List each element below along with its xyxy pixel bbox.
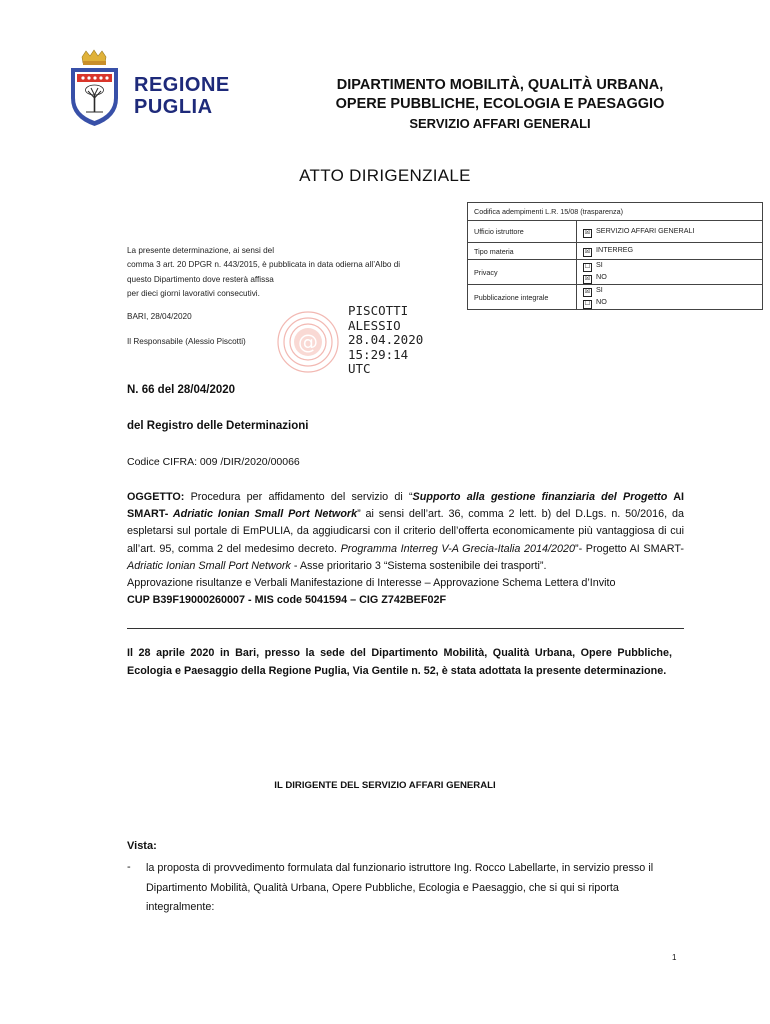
table-header: Codifica adempimenti L.R. 15/08 (trasparenza): [468, 203, 763, 221]
subject-text: Supporto alla gestione finanziaria del Progetto: [412, 491, 668, 503]
document-title: ATTO DIRIGENZIALE: [299, 166, 471, 185]
subject-approval: Approvazione risultanze e Verbali Manifestazione di Interesse – Approvazione Schema Lettera d’Invito: [127, 577, 616, 590]
signature-line: PISCOTTI: [348, 303, 409, 318]
subject-text: ”- Progetto AI SMART-: [575, 542, 684, 555]
publication-line: comma 3 art. 20 DPGR n. 443/2015, è pubblicata in data odierna all’Albo di: [127, 260, 401, 270]
checkbox-checked-icon: ☒: [584, 249, 591, 255]
checkbox-empty-icon: ☐: [584, 264, 591, 270]
subject-text: Procedura per affidamento del servizio di “: [184, 491, 413, 503]
option-label: NO: [596, 297, 607, 306]
svg-text:@: @: [298, 330, 318, 354]
subject-label: OGGETTO:: [127, 491, 185, 503]
checkbox-checked-icon: ☒: [584, 276, 591, 282]
logo-line-1: REGIONE: [134, 74, 230, 96]
publication-line: La presente determinazione, ai sensi del: [127, 246, 275, 255]
subject-text: AI SMART-: [127, 491, 685, 521]
list-bullet: -: [127, 861, 131, 873]
publication-line: questo Dipartimento dove resterà affissa: [127, 274, 274, 284]
service-name: SERVIZIO AFFARI GENERALI: [409, 116, 591, 131]
subject-text: ” ai sensi dell’art. 36, comma 2 lett. b) del D.Lgs. n. 50/2016, da espletarsi sul portale di EmPULIA, da aggiudicarsi con il criterio dell’offerta economicamente più vantaggiosa di cui all’art. 95, comma 2 del medesimo decreto.: [127, 508, 684, 555]
option-label: SERVIZIO AFFARI GENERALI: [596, 225, 695, 235]
cup-mis-cig-codes: CUP B39F19000260007 - MIS code 5041594 – CIG Z742BEF02F: [127, 594, 447, 607]
vista-label: Vista:: [127, 840, 157, 852]
section-heading: IL DIRIGENTE DEL SERVIZIO AFFARI GENERALI: [274, 780, 496, 791]
logo-line-2: PUGLIA: [134, 96, 213, 118]
subject-paragraph: [127, 489, 684, 609]
regione-puglia-wordmark: [134, 74, 230, 118]
divider: [127, 628, 684, 629]
publication-line: per dieci giorni lavorativi consecutivi.: [127, 289, 260, 299]
table-row-options: [577, 285, 763, 310]
signature-line: 15:29:14: [348, 346, 409, 362]
checkbox-checked-icon: ☒: [584, 289, 591, 295]
table-row-label: Tipo materia: [468, 243, 577, 260]
table-row-options: [577, 260, 763, 285]
option-label: NO: [596, 272, 607, 281]
subject-text: Adriatic Ionian Small Port Network: [127, 559, 291, 572]
subject-text: - Asse prioritario 3 “Sistema sostenibile dei trasporti”.: [290, 559, 547, 572]
determination-number: N. 66 del 28/04/2020: [127, 384, 236, 396]
table-row-options: [577, 243, 763, 260]
page-number: 1: [672, 953, 677, 962]
publication-date: BARI, 28/04/2020: [127, 312, 192, 321]
table-row-label: Privacy: [468, 260, 577, 285]
digital-signature: [348, 304, 423, 377]
department-header: [300, 76, 700, 133]
table-row-label: Pubblicazione integrale: [468, 285, 577, 310]
table-row: [468, 243, 763, 260]
table-row: [468, 221, 763, 243]
signature-line: ALESSIO: [348, 317, 401, 333]
subject-text: Programma Interreg V-A Grecia-Italia 2014/2020: [340, 542, 576, 555]
department-line-1: DIPARTIMENTO MOBILITÀ, QUALITÀ URBANA,: [336, 77, 664, 93]
coat-of-arms-icon: [71, 50, 118, 126]
checkbox-empty-icon: ☐: [584, 301, 591, 307]
cifra-code: Codice CIFRA: 009 /DIR/2020/00066: [127, 456, 300, 468]
option-label: SI: [596, 285, 603, 294]
subject-text: Adriatic Ionian Small Port Network: [168, 508, 358, 521]
department-line-2: OPERE PUBBLICHE, ECOLOGIA E PAESAGGIO: [335, 96, 665, 112]
option-label: SI: [596, 260, 603, 269]
transparency-table: [467, 202, 763, 310]
register-label: del Registro delle Determinazioni: [127, 420, 309, 432]
table-row: [468, 285, 763, 310]
signature-line: UTC: [348, 361, 371, 376]
checkbox-checked-icon: ☒: [584, 229, 591, 236]
responsible-person: Il Responsabile (Alessio Piscotti): [127, 337, 246, 346]
table-row: [468, 260, 763, 285]
table-row-options: [577, 221, 763, 243]
publication-notice: [127, 244, 437, 302]
vista-item: la proposta di provvedimento formulata dal funzionario istruttore Ing. Rocco Labellarte, in servizio presso il Dipartimento Mobilità, Qualità Urbana, Opere Pubbliche, Ecologia e Paesaggio, che si qui si riporta integralmente:: [146, 862, 654, 913]
table-row-label: Ufficio istruttore: [468, 221, 577, 243]
signature-line: 28.04.2020: [348, 332, 424, 347]
adoption-statement: Il 28 aprile 2020 in Bari, presso la sede del Dipartimento Mobilità, Qualità Urbana, Opere Pubbliche, Ecologia e Paesaggio della Regione Puglia, Via Gentile n. 52, è stata adottata la presente determinazione.: [127, 647, 672, 677]
option-label: INTERREG: [596, 245, 634, 254]
digital-signature-stamp-icon: [268, 302, 348, 382]
